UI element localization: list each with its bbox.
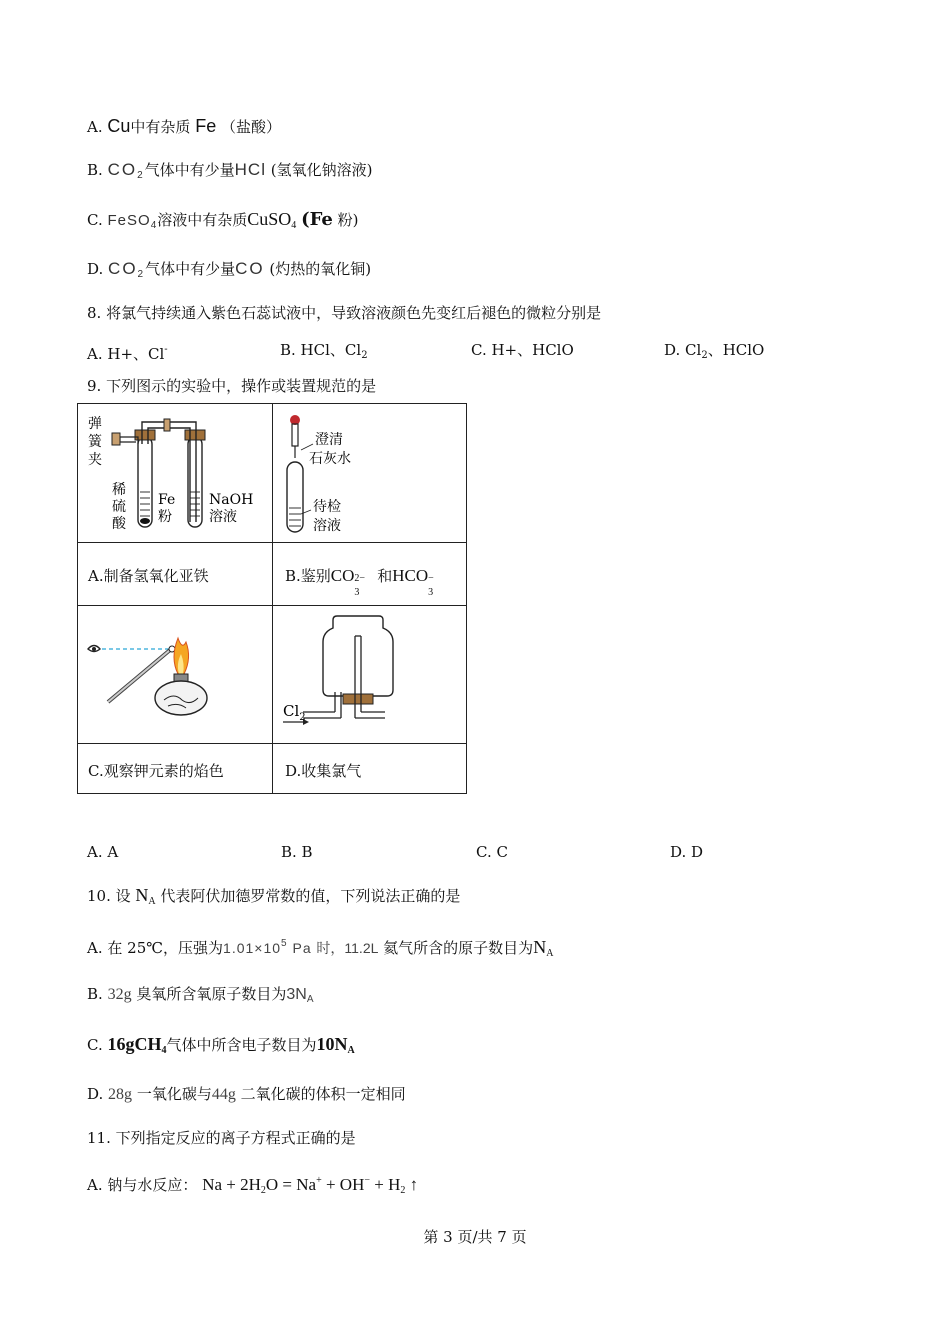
caption-c: C.观察钾元素的焰色 bbox=[88, 762, 224, 780]
svg-text:溶液: 溶液 bbox=[313, 518, 341, 534]
svg-text:Fe: Fe bbox=[158, 492, 176, 508]
q10-option-d: D. 28g 一氧化碳与44g 二氧化碳的体积一定相同 bbox=[87, 1085, 406, 1103]
caption-a: A.制备氢氧化亚铁 bbox=[88, 567, 209, 585]
q9-option-c: C. C bbox=[476, 843, 508, 861]
q9-figure-table bbox=[77, 403, 467, 794]
q10-option-b: B. 32g 臭氧所含氧原子数目为$3N_A$ bbox=[87, 985, 314, 1005]
svg-text:澄清: 澄清 bbox=[315, 432, 343, 448]
q9-option-d: D. D bbox=[670, 843, 704, 861]
svg-text:酸: 酸 bbox=[112, 516, 126, 532]
svg-text:石灰水: 石灰水 bbox=[309, 451, 351, 467]
q10-stem: 10. 设 $N_A$ 代表阿伏加德罗常数的值，下列说法正确的是 bbox=[87, 885, 461, 907]
formula-fe: Fe bbox=[195, 116, 217, 136]
svg-text:溶液: 溶液 bbox=[209, 509, 237, 525]
svg-text:夹: 夹 bbox=[88, 452, 102, 468]
svg-text:粉: 粉 bbox=[158, 509, 172, 525]
q9-option-b: B. B bbox=[281, 843, 313, 861]
q9-stem: 9. 下列图示的实验中，操作或装置规范的是 bbox=[87, 377, 377, 395]
q7-option-a: A. Cu中有杂质 Fe （盐酸） bbox=[87, 116, 282, 136]
caption-b: B.鉴别CO 2− 3 和HCO − 3 bbox=[285, 566, 434, 598]
figure-b-dropper bbox=[273, 404, 467, 542]
q9-option-a: A. A bbox=[87, 843, 119, 861]
q8-stem: 8. 将氯气持续通入紫色石蕊试液中，导致溶液颜色先变红后褪色的微粒分别是 bbox=[87, 304, 602, 322]
svg-text:稀: 稀 bbox=[112, 482, 126, 498]
q8-option-c: C. H+、HClO bbox=[471, 341, 574, 359]
q7-option-c: C. FeSO$_4$溶液中有杂质CuSO$_4$ (Fe 粉) bbox=[87, 209, 359, 231]
page-footer: 第 3 页/共 7 页 bbox=[423, 1228, 527, 1246]
q11-stem: 11. 下列指定反应的离子方程式正确的是 bbox=[87, 1129, 356, 1147]
svg-text:硫: 硫 bbox=[112, 499, 126, 515]
q8-option-b: B. HCl、$Cl_2$ bbox=[280, 341, 368, 361]
q10-option-a: A. 在 25℃，压强为$1.01\times 10^5$ Pa 时，11.2L 氦气所含的原子数目为$N_A$ bbox=[87, 937, 554, 959]
svg-text:待检: 待检 bbox=[313, 499, 341, 515]
formula-cu: Cu bbox=[107, 116, 131, 136]
svg-text:弹: 弹 bbox=[88, 416, 102, 432]
q8-option-d: D. $Cl_2$、HClO bbox=[664, 341, 765, 361]
q10-option-c: C. 16gCH$_4$气体中所含电子数目为$10N_A$ bbox=[87, 1034, 355, 1056]
svg-text:Cl2: $Cl_2$ bbox=[283, 702, 306, 723]
figure-c-flame-test bbox=[78, 606, 272, 743]
q7-option-b: B. $CO_2$气体中有少量HCl (氢氧化钠溶液) bbox=[87, 160, 373, 181]
q7-option-d: D. $CO_2$气体中有少量CO (灼热的氧化铜) bbox=[87, 259, 372, 280]
svg-text:NaOH: NaOH bbox=[209, 492, 254, 508]
caption-d: D.收集氯气 bbox=[285, 762, 362, 780]
figure-d-gas-bottle bbox=[273, 606, 467, 743]
q8-option-a: A. H+、Cl- bbox=[87, 344, 168, 363]
figure-a-apparatus bbox=[78, 404, 272, 542]
q11-option-a: A. 钠与水反应： $Na + 2H_2O = Na^+ + OH^- + H_2$ ↑ bbox=[87, 1175, 419, 1196]
svg-text:簧: 簧 bbox=[88, 434, 102, 450]
